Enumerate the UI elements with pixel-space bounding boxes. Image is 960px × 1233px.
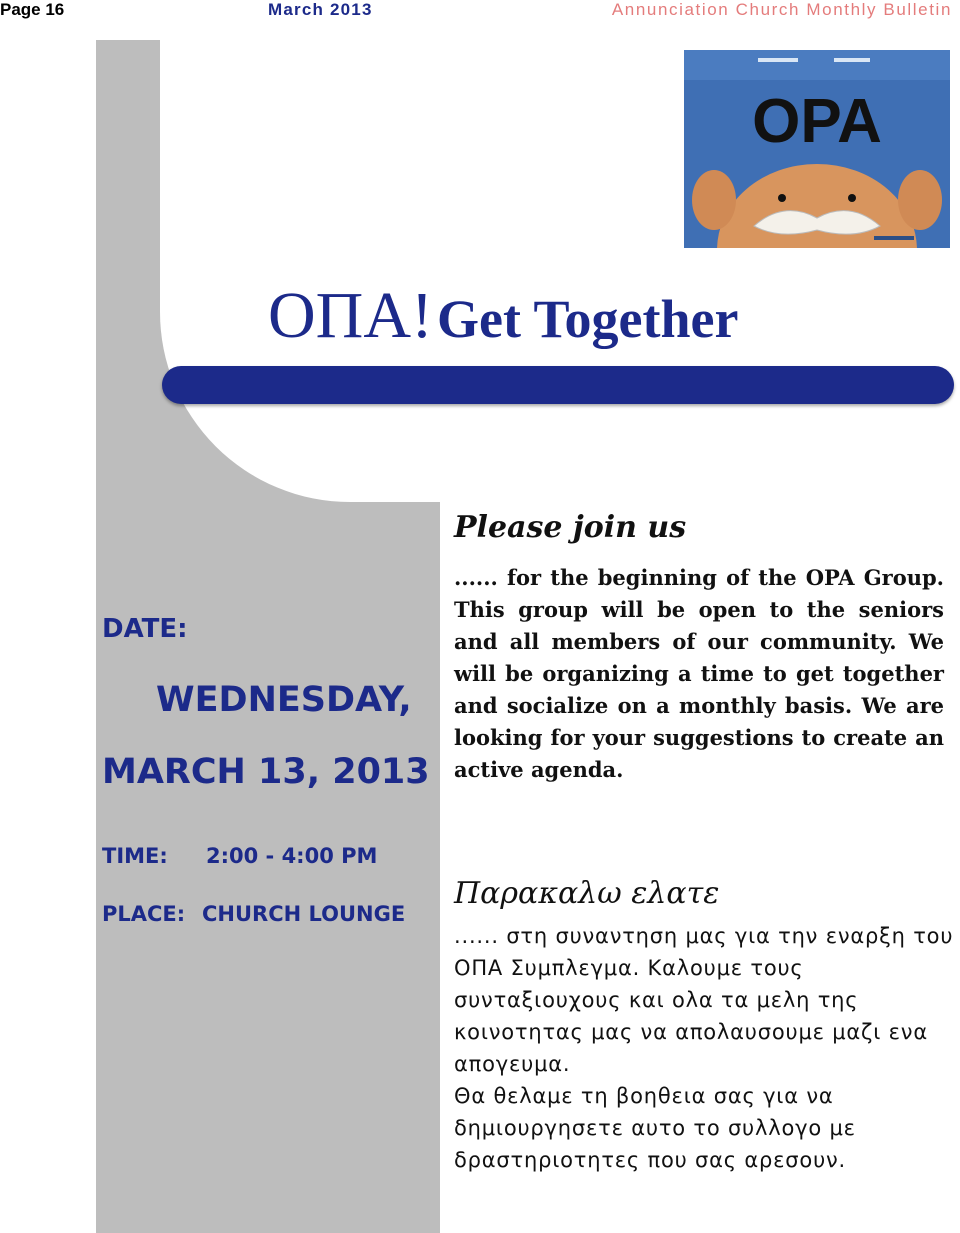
opa-book-cover-image bbox=[684, 50, 950, 248]
event-date: MARCH 13, 2013 bbox=[102, 752, 430, 792]
page-number: Page 16 bbox=[0, 0, 65, 19]
greek-paragraph-1: ...... στη συναντηση μας για την εναρξη του ΟΠΑ Συμπλεγμα. Καλουμε τους συνταξιουχους και ολα τα μελη της κοινοτητας μας να απολαυσουμε μαζι ενα απογευμα. bbox=[454, 924, 954, 1076]
svg-text:OPA: OPA bbox=[752, 87, 882, 156]
time-label: TIME: bbox=[102, 844, 168, 868]
issue-month: March 2013 bbox=[268, 0, 373, 19]
greek-heading: Παρακαλω ελατε bbox=[454, 876, 720, 911]
title-greek: ΟΠΑ! bbox=[268, 279, 433, 352]
greek-paragraph-2: Θα θελαμε τη βοηθεια σας για να δημιουργησετε αυτο το συλλογο με δραστηριοτητες που σας αρεσουν. bbox=[454, 1084, 856, 1172]
title-underline-bar bbox=[162, 366, 954, 404]
title-english: Get Together bbox=[436, 289, 739, 349]
date-label: DATE: bbox=[102, 614, 188, 644]
bulletin-title: Annunciation Church Monthly Bulletin bbox=[611, 0, 952, 19]
event-day: WEDNESDAY, bbox=[156, 680, 412, 720]
event-place: CHURCH LOUNGE bbox=[202, 902, 406, 926]
page-header bbox=[0, 0, 960, 22]
english-heading: Please join us bbox=[454, 510, 687, 545]
place-label: PLACE: bbox=[102, 902, 186, 926]
english-body: ...... for the beginning of the OPA Group. This group will be open to the seniors and all members of our community. We will be organizing a time to get together and socialize on a monthly basis. We are looking for your suggestions to create an active agenda. bbox=[454, 565, 944, 782]
event-time: 2:00 - 4:00 PM bbox=[206, 844, 378, 868]
greek-body bbox=[454, 920, 954, 1176]
page-title bbox=[268, 278, 948, 358]
